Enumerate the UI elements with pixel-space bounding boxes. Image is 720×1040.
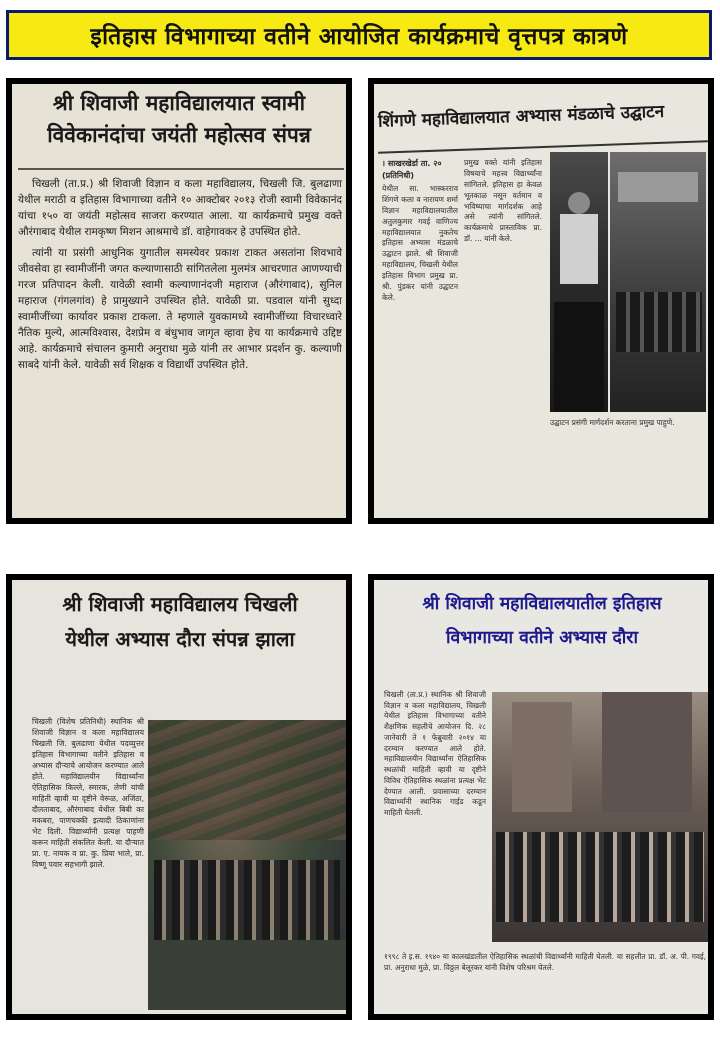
clipping-4-body: चिखली (ता.प्र.) स्थानिक श्री शिवाजी विज्ञान व कला महाविद्यालय, चिखली येथील इतिहास विभागाच्या वतीने शैक्षणिक सहलीचे आयोजन दि. २८ जानेवारी ते १ फेब्रुवारी २०१४ या दरम्यान करण्यात आले होते. महाविद्यालयीन विद्यार्थ्यांना ऐतिहासिक स्थळांची माहिती व्हावी या दृष्टीने विविध ऐतिहासिक स्थळांना प्रत्यक्ष भेट देण्यात आली. प्रवासाच्या दरम्यान विद्यार्थ्यांनी स्थानिक गाईड कडून माहिती घेतली. bbox=[384, 690, 486, 818]
clipping-4-headline bbox=[378, 594, 706, 650]
page-banner bbox=[6, 10, 712, 60]
clipping-3-headline-line1: श्री शिवाजी महाविद्यालय चिखली bbox=[62, 592, 298, 616]
clipping-1-paragraph-2: त्यांनी या प्रसंगी आधुनिक युगातील समस्येवर प्रकाश टाकत असतांना शिवभावे जीवसेवा हा स्वामीजींनी जगत कल्याणासाठी सांगितलेला मुलमंत्र आचरणात आणण्याची गरज प्रतिपादन केली. यावेळी स्वामी कल्याणानंदजी महाराज (औरंगाबाद), सुनिल महाराज (गंगलगांव) हे प्रामुख्याने उपस्थित होते. यावेळी प्रा. पडवाल यांनी सुध्दा स्वामीजींच्या कार्यावर प्रकाश टाकला. ते म्हणाले युवकामध्ये स्वामीजींच्या विचारध्वारे नैतिक मुल्ये, आत्मविश्वास, देशप्रेम व बंधुभाव जागृत व्हावा हेच या कार्यक्रमाचे उद्दिष्ट आहे. कार्यक्रमाचे संचालन कुमारी अनुराधा मुळे यांनी तर आभार प्रदर्शन कु. कल्याणी साबदे यांनी केले. यावेळी सर्व शिक्षक व विद्यार्थी उपस्थित होते. bbox=[18, 246, 342, 372]
clipping-1-body bbox=[18, 176, 342, 374]
clipping-1-headline-line2: विवेकानंदांचा जयंती महोत्सव संपन्न bbox=[47, 122, 311, 148]
clipping-1-rule bbox=[18, 168, 344, 170]
clipping-4-footer: १९९८ ते इ.स. १९४० या कालखंडातील ऐतिहासिक स्थळांची विद्यार्थ्यांनी माहिती घेतली. या सहलीत प्रा. डॉ. अ. पी. गवई, प्रा. अनुराधा मुळे, प्रा. विठ्ठल बेलूरकर यांनी विशेष परिश्रम घेतले. bbox=[384, 952, 706, 972]
clipping-1-paragraph-1: चिखली (ता.प्र.) श्री शिवाजी विज्ञान व कला महाविद्यालय, चिखली जि. बुलढाणा येथील मराठी व इतिहास विभागाच्या वतीने १० आक्टोबर २०१३ रोजी स्वामी विवेकानंद यांचा १५० वा जयंती महोत्सव साजरा करण्यात आला. या कार्यक्रमाचे प्रमुख वक्ते औरंगाबाद येथील रामकृष्ण मिशन आश्रमाचे डॉ. वाहेगावकर हे उपस्थित होते. bbox=[18, 178, 342, 239]
clipping-3-group-photo bbox=[148, 720, 346, 1010]
clipping-2-caption: उद्घाटन प्रसंगी मार्गदर्शन करताना प्रमुख पाहुणे. bbox=[550, 418, 675, 427]
clipping-4-group-photo bbox=[492, 692, 708, 942]
clipping-2-photo-speaker bbox=[550, 152, 608, 412]
clipping-1-headline bbox=[18, 90, 340, 149]
clipping-2-headline: शिंगणे महाविद्यालयात अभ्यास मंडळाचे उद्घाटन bbox=[377, 101, 665, 132]
clipping-3-headline bbox=[16, 592, 344, 652]
banner-title: इतिहास विभागाच्या वतीने आयोजित कार्यक्रमाचे वृत्तपत्र कात्रणे bbox=[90, 24, 628, 50]
clipping-2-column-2: प्रमुख वक्ते यांनी इतिहास विषयाचे महत्त्व विद्यार्थ्यांना सांगितले. इतिहास हा केवळ भूतकाळ नसून वर्तमान व भविष्याचा मार्गदर्शक आहे असे त्यांनी सांगितले. कार्यक्रमाचे प्रास्ताविक प्रा. डॉ. ... यांनी केले. bbox=[464, 158, 542, 244]
clipping-2-byline: । साखरखेर्डा ता. २० (प्रतिनिधी) bbox=[382, 159, 442, 180]
clipping-3-body: चिखली (विशेष प्रतिनिधी) स्थानिक श्री शिवाजी विज्ञान व कला महाविद्यालय चिखली जि. बुलढाणा येथील पदव्युत्तर इतिहास विभागाच्या वतीने इतिहास व अभ्यास दौऱ्याचे आयोजन करण्यात आले होते. महाविद्यालयीन विद्यार्थ्यांना ऐतिहासिक किल्ले, स्मारक, लेणी यांची माहिती व्हावी या दृष्टीने वेरूळ, अजिंठा, दौलताबाद, औरंगाबाद येथील बिबी का मकबरा, पाणचक्की इत्यादी ठिकाणांना भेट दिली. विद्यार्थ्यांनी प्रत्यक्ष पाहणी करून माहिती संकलित केली. या दौऱ्यात प्रा. ए. नायक व प्रा. कु. प्रिया भाले, प्रा. विष्णू पवार सहभागी झाले. bbox=[32, 717, 144, 869]
newspaper-clipping-3 bbox=[6, 574, 352, 1020]
newspaper-clipping-2 bbox=[368, 78, 714, 524]
clipping-1-headline-line1: श्री शिवाजी महाविद्यालयात स्वामी bbox=[52, 90, 306, 115]
clipping-2-column-1: येथील सा. भास्करराव शिंगणे कला व नारायण शर्मा विज्ञान महाविद्यालयातील अतुलकुमार गवई वाणिज्य महाविद्यालयात नुकतेच इतिहास अभ्यास मंडळाचे उद्घाटन झाले. श्री शिवाजी महाविद्यालय, चिखली येथील इतिहास विभाग प्रमुख प्रा. श्री. पुंडकर यांनी उद्घाटन केले. bbox=[382, 184, 458, 302]
clipping-3-headline-line2: येथील अभ्यास दौरा संपन्न झाला bbox=[65, 627, 295, 651]
newspaper-clipping-4 bbox=[368, 574, 714, 1020]
clipping-2-photo-audience bbox=[610, 152, 706, 412]
clipping-4-headline-line1: श्री शिवाजी महाविद्यालयातील इतिहास bbox=[422, 594, 662, 614]
clipping-4-headline-line2: विभागाच्या वतीने अभ्यास दौरा bbox=[446, 627, 638, 648]
newspaper-clipping-1 bbox=[6, 78, 352, 524]
